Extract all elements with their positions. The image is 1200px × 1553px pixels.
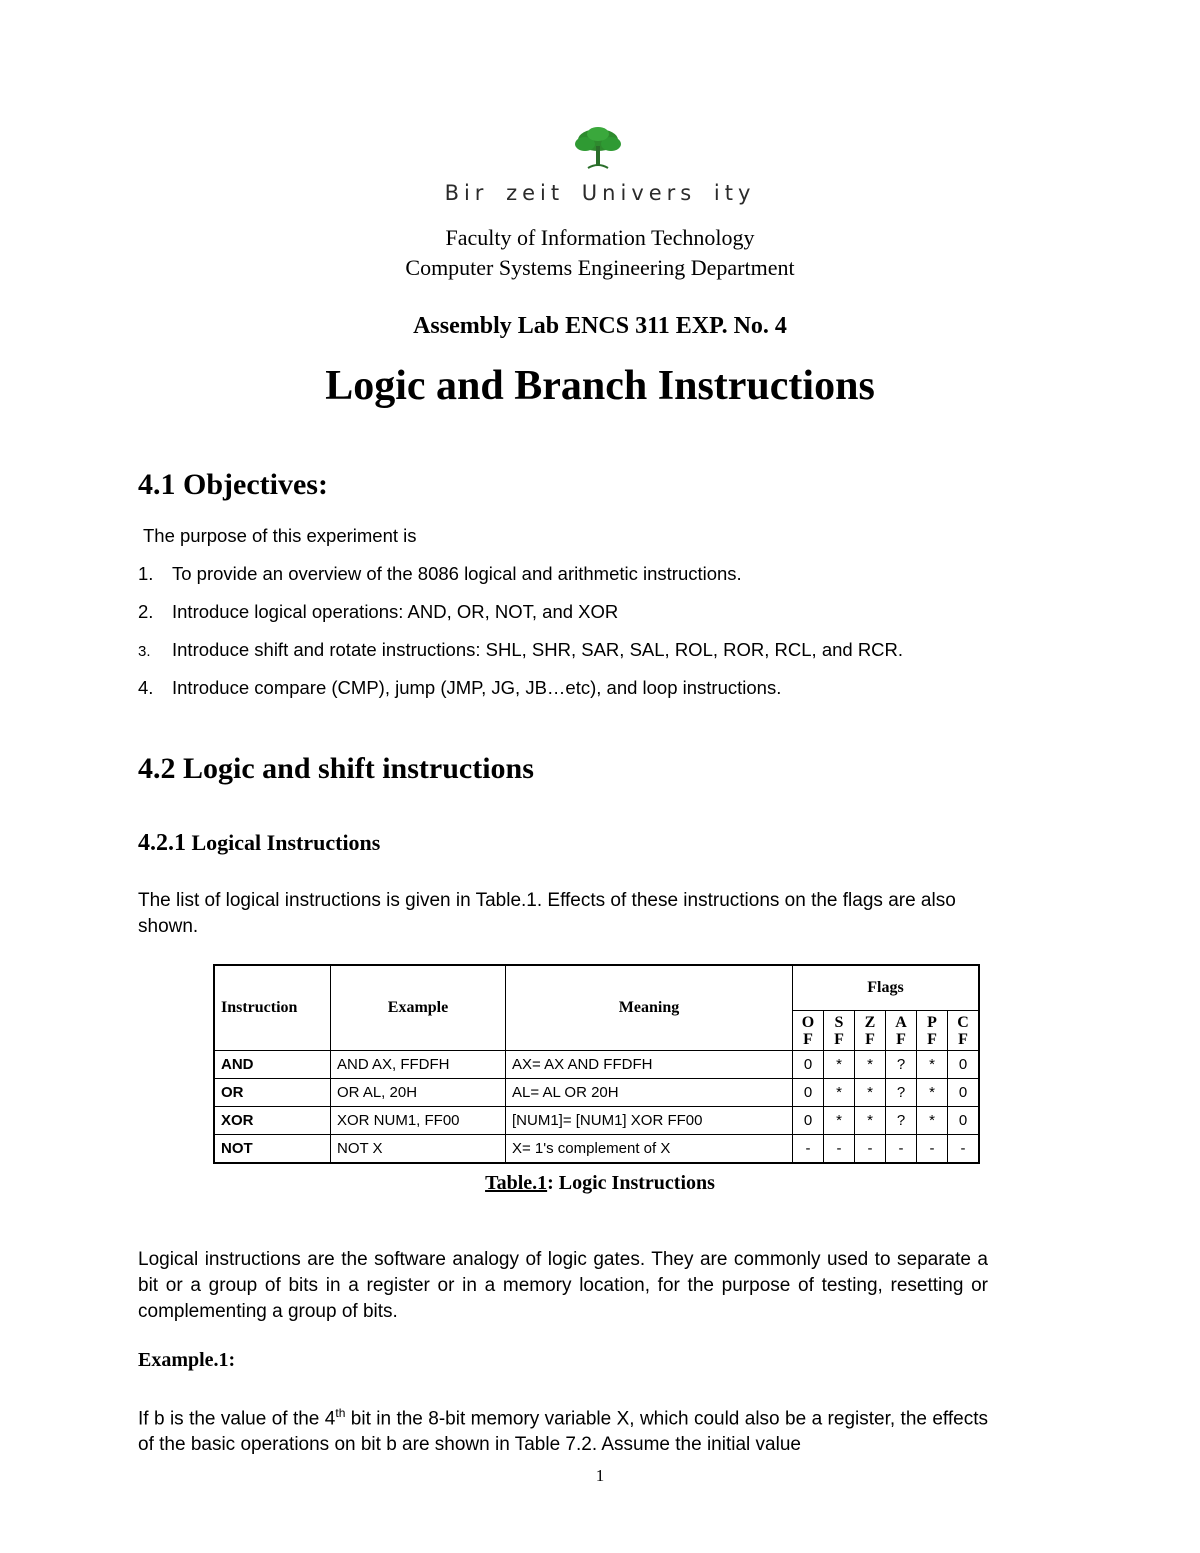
- table-row: [214, 1079, 979, 1107]
- flag-col-sf: S F: [824, 1011, 855, 1051]
- cell-flag: ?: [886, 1107, 917, 1135]
- objective-item: [138, 563, 742, 585]
- subsection-title: Logical Instructions: [191, 830, 381, 855]
- cell-flag: *: [855, 1051, 886, 1079]
- cell-flag: -: [793, 1135, 824, 1164]
- objective-number: 1.: [138, 563, 154, 584]
- cell-instruction: OR: [214, 1079, 331, 1107]
- objective-text: Introduce compare (CMP), jump (JMP, JG, JB…etc), and loop instructions.: [172, 677, 782, 698]
- page-number: 1: [595, 1466, 605, 1485]
- cell-flag: 0: [793, 1079, 824, 1107]
- table-caption-text: : Logic Instructions: [547, 1172, 715, 1194]
- cell-flag: ?: [886, 1051, 917, 1079]
- cell-flag: -: [917, 1135, 948, 1164]
- header-instruction: Instruction: [214, 965, 331, 1051]
- cell-flag: *: [855, 1079, 886, 1107]
- cell-flag: *: [917, 1107, 948, 1135]
- cell-meaning: X= 1's complement of X: [506, 1135, 793, 1164]
- header-meaning: Meaning: [506, 965, 793, 1051]
- flag-col-of: O F: [793, 1011, 824, 1051]
- example-heading: Example.1:: [138, 1349, 236, 1371]
- cell-flag: 0: [948, 1107, 980, 1135]
- cell-instruction: NOT: [214, 1135, 331, 1164]
- objective-text: Introduce shift and rotate instructions: SHL, SHR, SAR, SAL, ROL, ROR, RCL, and RCR.: [172, 639, 904, 660]
- section-heading-logic-shift: 4.2 Logic and shift instructions: [138, 752, 534, 785]
- university-name-logo: Bir zeit Univers ity: [444, 181, 756, 205]
- objective-number: 3.: [138, 643, 151, 660]
- cell-flag: ?: [886, 1079, 917, 1107]
- cell-example: XOR NUM1, FF00: [331, 1107, 506, 1135]
- cell-flag: -: [855, 1135, 886, 1164]
- objective-item: [138, 677, 781, 699]
- header-example: Example: [331, 965, 506, 1051]
- cell-flag: *: [855, 1107, 886, 1135]
- cell-flag: *: [824, 1079, 855, 1107]
- header-flags: Flags: [793, 965, 980, 1011]
- department-line: Computer Systems Engineering Department: [405, 255, 795, 280]
- table-row: [214, 1107, 979, 1135]
- flag-col-zf: Z F: [855, 1011, 886, 1051]
- cell-meaning: AL= AL OR 20H: [506, 1079, 793, 1107]
- cell-instruction: XOR: [214, 1107, 331, 1135]
- cell-flag: -: [886, 1135, 917, 1164]
- table-caption-ref: Table.1: [485, 1172, 548, 1194]
- cell-example: NOT X: [331, 1135, 506, 1164]
- cell-flag: *: [917, 1051, 948, 1079]
- subsection-number: 4.2.1: [138, 830, 186, 856]
- cell-flag: 0: [948, 1079, 980, 1107]
- objectives-intro: The purpose of this experiment is: [143, 525, 417, 546]
- cell-flag: 0: [948, 1051, 980, 1079]
- example-paragraph: If b is the value of the 4th bit in the 8-bit memory variable X, which could also be a register, the effects of the basic operations on bit b are shown in Table 7.2. Assume the initial value: [138, 1406, 988, 1456]
- cell-meaning: [NUM1]= [NUM1] XOR FF00: [506, 1107, 793, 1135]
- flag-col-pf: P F: [917, 1011, 948, 1051]
- cell-flag: *: [824, 1051, 855, 1079]
- cell-example: OR AL, 20H: [331, 1079, 506, 1107]
- page-title: Logic and Branch Instructions: [325, 363, 875, 409]
- objective-number: 2.: [138, 601, 154, 622]
- flag-col-af: A F: [886, 1011, 917, 1051]
- cell-flag: *: [917, 1079, 948, 1107]
- cell-flag: 0: [793, 1051, 824, 1079]
- objective-number: 4.: [138, 677, 154, 698]
- table-row: [214, 1135, 979, 1164]
- cell-instruction: AND: [214, 1051, 331, 1079]
- objective-item: [138, 601, 618, 623]
- body-paragraph: Logical instructions are the software analogy of logic gates. They are commonly used to separate a bit or a group of bits in a register or in a memory location, for the purpose of testing, resetting or complementing a group of bits.: [138, 1249, 988, 1322]
- objectives-heading: 4.1 Objectives:: [138, 468, 328, 501]
- table-row: [214, 1051, 979, 1079]
- objective-text: Introduce logical operations: AND, OR, NOT, and XOR: [172, 601, 619, 622]
- cell-flag: 0: [793, 1107, 824, 1135]
- cell-flag: *: [824, 1107, 855, 1135]
- faculty-line: Faculty of Information Technology: [445, 225, 755, 250]
- objective-item: [138, 639, 903, 661]
- intro-paragraph: The list of logical instructions is given in Table.1. Effects of these instructions on the flags are also shown.: [138, 890, 956, 937]
- logic-instructions-table: [213, 964, 980, 1164]
- experiment-line: Assembly Lab ENCS 311 EXP. No. 4: [413, 313, 787, 339]
- cell-flag: -: [824, 1135, 855, 1164]
- cell-flag: -: [948, 1135, 980, 1164]
- flag-col-cf: C F: [948, 1011, 980, 1051]
- objective-text: To provide an overview of the 8086 logical and arithmetic instructions.: [172, 563, 742, 584]
- university-logo-tree-icon: [568, 126, 628, 170]
- table-caption: [0, 1172, 1200, 1195]
- cell-example: AND AX, FFDFH: [331, 1051, 506, 1079]
- cell-meaning: AX= AX AND FFDFH: [506, 1051, 793, 1079]
- subsection-heading: [138, 830, 380, 857]
